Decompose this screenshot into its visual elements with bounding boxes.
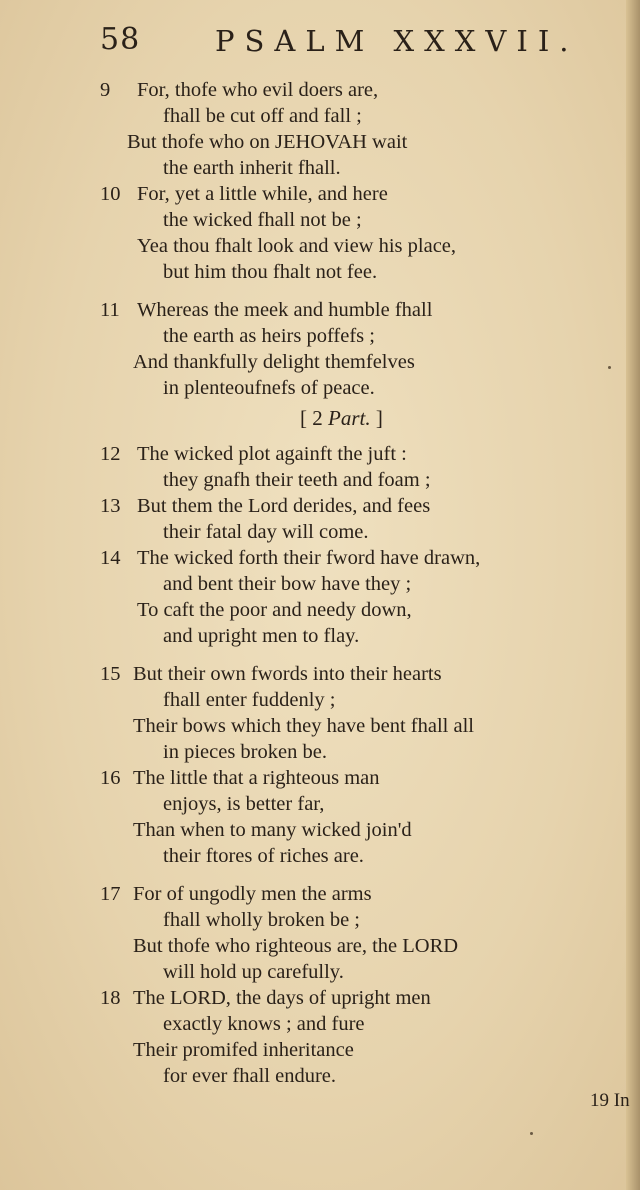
verse-line: For, thofe who evil doers are, — [137, 79, 379, 101]
ink-speck — [608, 366, 611, 369]
verse-line: And thankfully delight themfelves — [133, 351, 415, 373]
verse-line: but him thou fhalt not fee. — [163, 261, 378, 283]
verse-number: 9 — [100, 79, 111, 101]
verse-number: 15 — [100, 663, 121, 685]
verse-line: Their promifed inheritance — [133, 1039, 354, 1061]
verse-line: Their bows which they have bent fhall all — [133, 715, 474, 737]
running-head: PSALM XXXVII. — [215, 24, 579, 58]
verse-number: 11 — [100, 299, 120, 321]
verse-line: fhall enter fuddenly ; — [163, 689, 336, 711]
verse-number: 16 — [100, 767, 121, 789]
verse-number: 10 — [100, 183, 121, 205]
verse-line: exactly knows ; and fure — [163, 1013, 365, 1035]
verse-line: their ftores of riches are. — [163, 845, 364, 867]
verse-number: 12 — [100, 443, 121, 465]
verse-number: 14 — [100, 547, 121, 569]
page-number: 58 — [100, 22, 141, 57]
verse-line: Yea thou fhalt look and view his place, — [137, 235, 457, 257]
verse-line: The wicked plot againft the juft : — [137, 443, 407, 465]
verse-line: the wicked fhall not be ; — [163, 209, 362, 231]
verse-line: enjoys, is better far, — [163, 793, 325, 815]
page-gutter — [626, 0, 640, 1190]
verse-line: in plenteoufnefs of peace. — [163, 377, 375, 399]
verse-line: and upright men to flay. — [163, 625, 360, 647]
part-heading — [300, 406, 383, 431]
part-heading-label: Part. — [328, 406, 371, 430]
verse-line: fhall be cut off and fall ; — [163, 105, 362, 127]
verse-line: the earth as heirs poffefs ; — [163, 325, 375, 347]
catchword: 19 In — [590, 1090, 630, 1111]
verse-line: But thofe who on JEHOVAH wait — [127, 131, 408, 153]
verse-line: Than when to many wicked join'd — [133, 819, 412, 841]
verse-number: 17 — [100, 883, 121, 905]
verse-line: their fatal day will come. — [163, 521, 369, 543]
verse-line: But thofe who righteous are, the LORD — [133, 935, 459, 957]
verse-number: 18 — [100, 987, 121, 1009]
verse-line: The LORD, the days of upright men — [133, 987, 431, 1009]
part-heading-close: ] — [370, 406, 383, 430]
verse-line: To caft the poor and needy down, — [137, 599, 412, 621]
verse-line: they gnafh their teeth and foam ; — [163, 469, 431, 491]
ink-speck — [530, 1132, 533, 1135]
verse-line: will hold up carefully. — [163, 961, 344, 983]
verse-line: fhall wholly broken be ; — [163, 909, 360, 931]
verse-line: For, yet a little while, and here — [137, 183, 388, 205]
verse-line: and bent their bow have they ; — [163, 573, 412, 595]
page-header — [0, 20, 640, 66]
verse-line: The little that a righteous man — [133, 767, 380, 789]
verse-line: for ever fhall endure. — [163, 1065, 337, 1087]
verse-number: 13 — [100, 495, 121, 517]
verse-line: The wicked forth their fword have drawn, — [137, 547, 481, 569]
verse-line: Whereas the meek and humble fhall — [137, 299, 433, 321]
verse-line: For of ungodly men the arms — [133, 883, 372, 905]
part-heading-open: [ 2 — [300, 406, 328, 430]
verse-line: the earth inherit fhall. — [163, 157, 341, 179]
verse-line: But their own fwords into their hearts — [133, 663, 442, 685]
verse-line: But them the Lord derides, and fees — [137, 495, 431, 517]
verse-line: in pieces broken be. — [163, 741, 327, 763]
